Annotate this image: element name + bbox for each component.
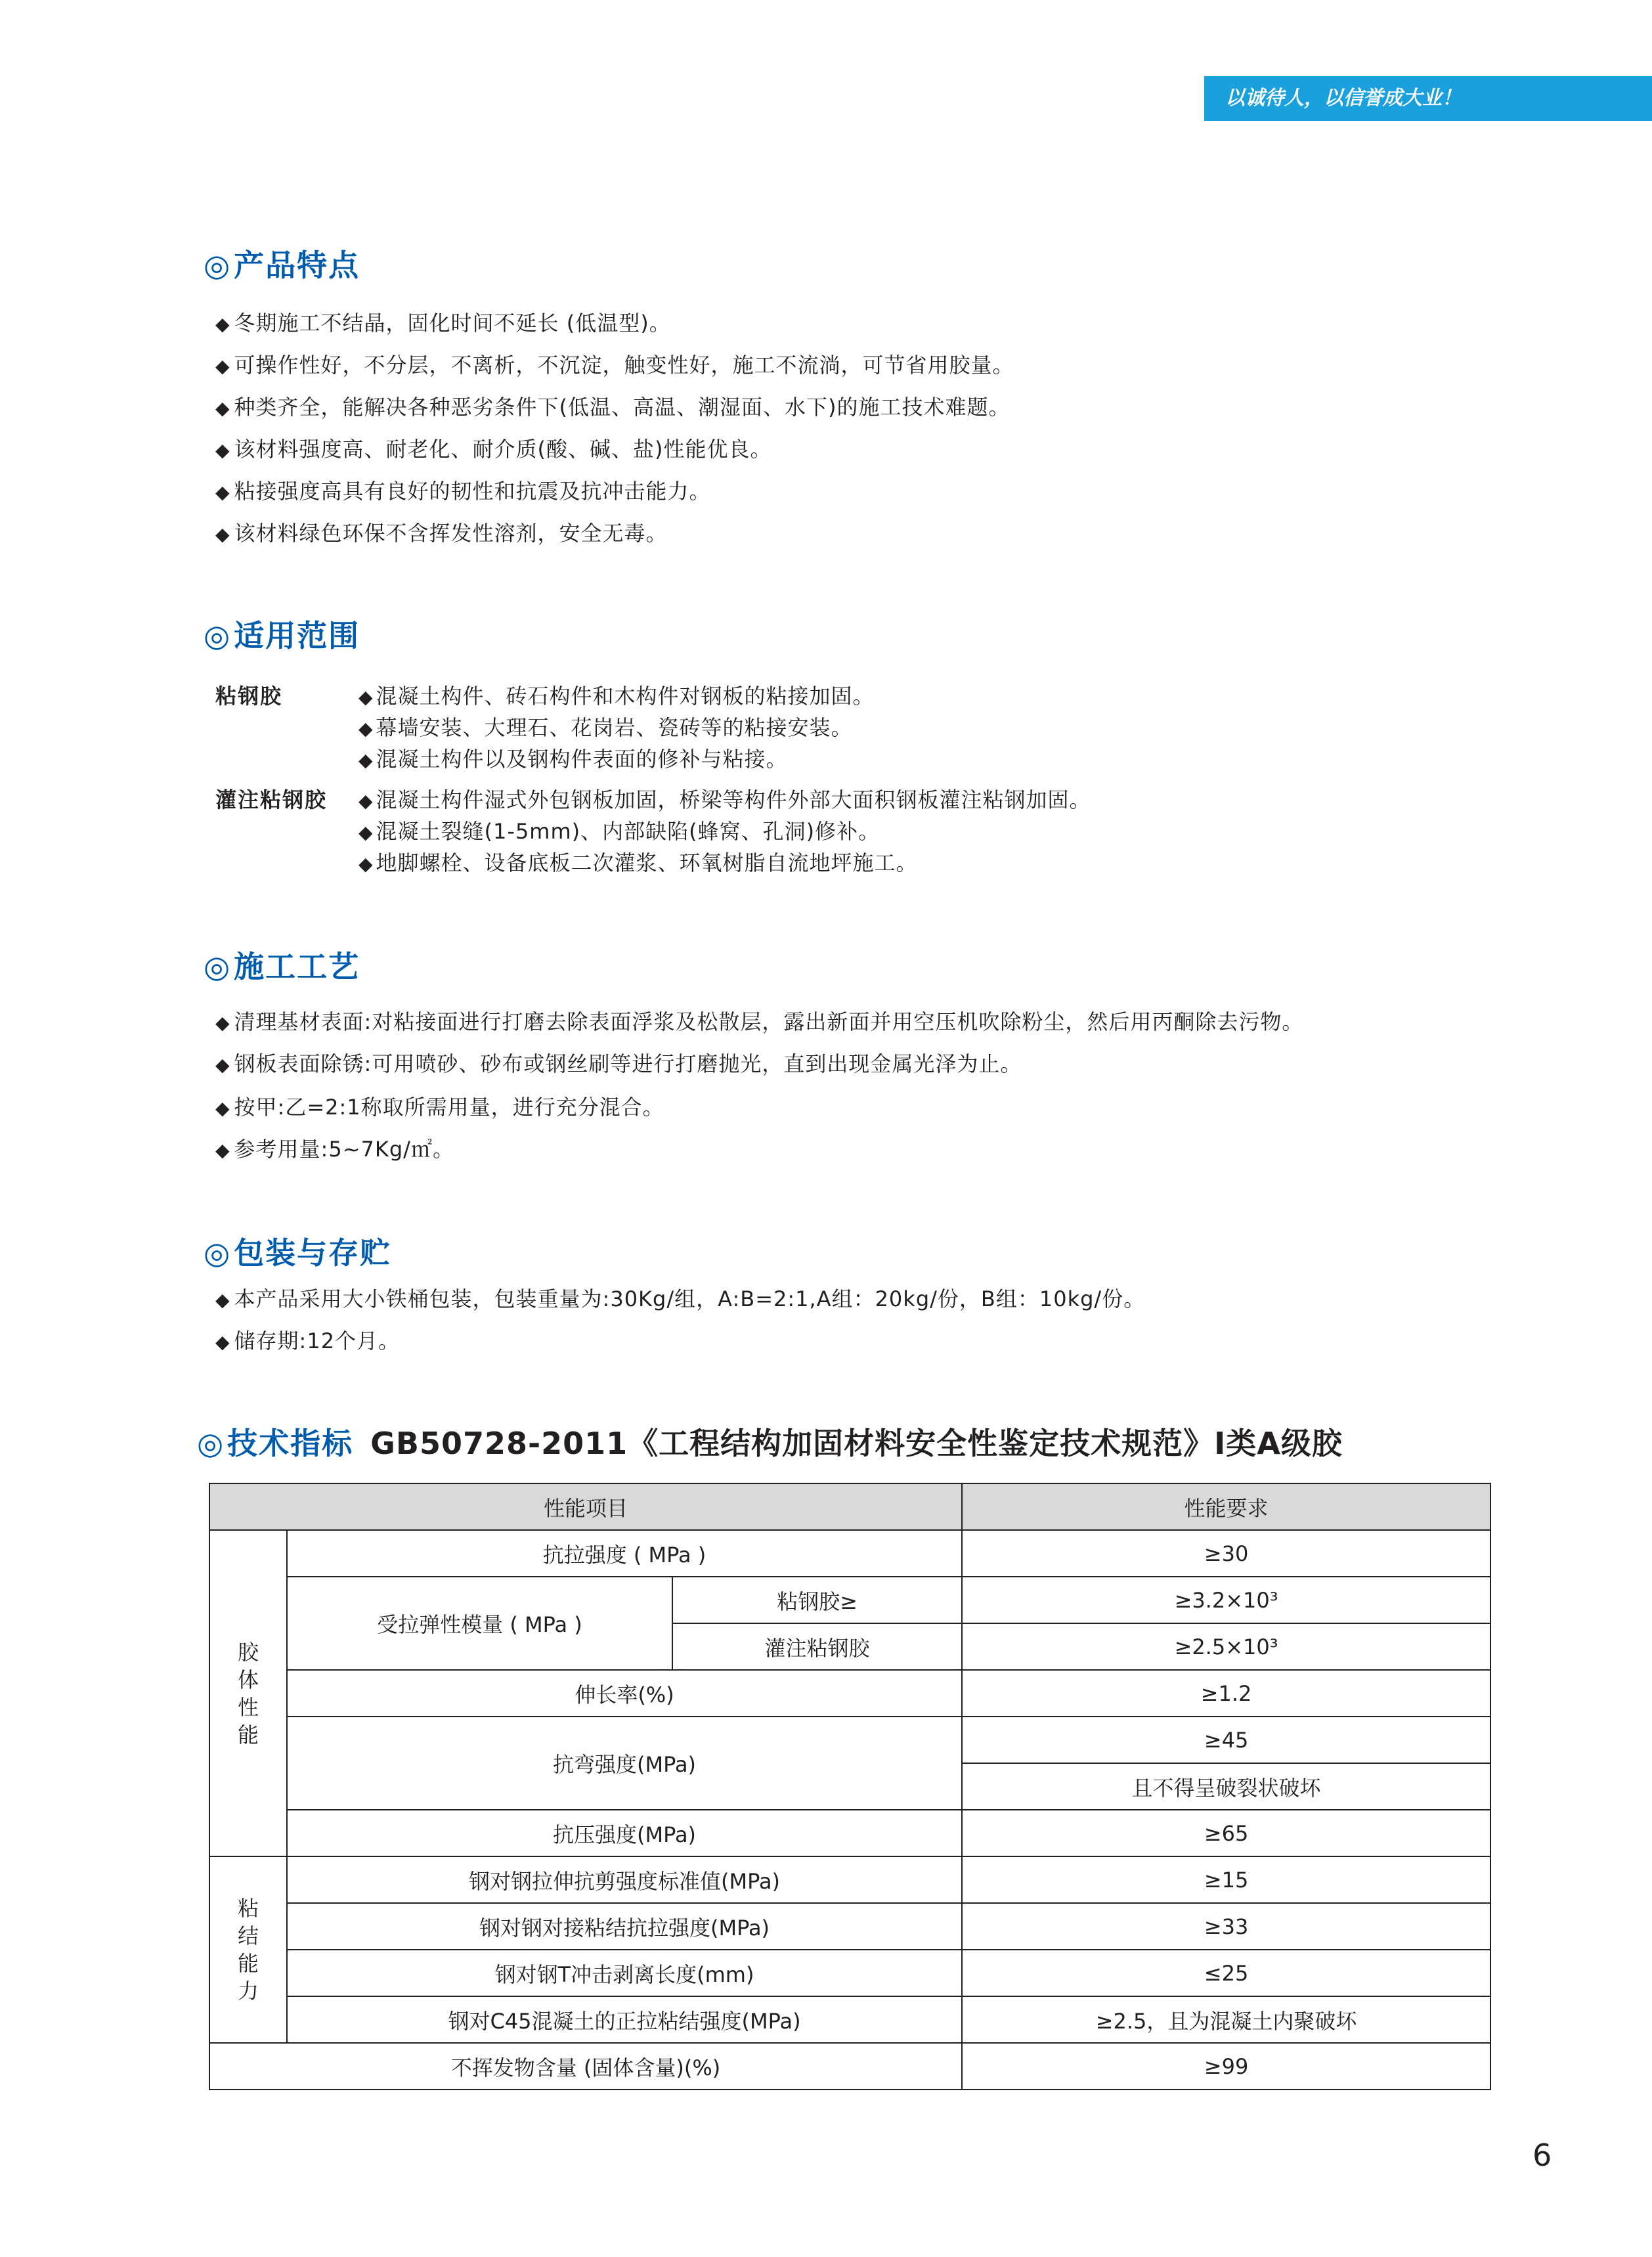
table-row xyxy=(209,1996,1490,2043)
row-value: ≥65 xyxy=(962,1810,1490,1856)
row-value: ≥45 xyxy=(962,1717,1490,1763)
packaging-title: 包装与存贮 xyxy=(234,1235,392,1271)
row-item: 钢对C45混凝土的正拉粘结强度(MPa) xyxy=(287,1996,962,2043)
table-header-row xyxy=(209,1483,1490,1530)
spec-table xyxy=(209,1483,1491,2090)
slogan-text: 以诚待人，以信誉成大业！ xyxy=(1225,87,1462,110)
group-colloid-performance xyxy=(209,1530,287,1856)
circle-mark-icon: ◎ xyxy=(204,618,232,653)
row-item: 抗弯强度(MPa) xyxy=(287,1717,962,1810)
group-label: 粘结能力 xyxy=(237,1896,259,2004)
row-value: ≥3.2×10³ xyxy=(962,1577,1490,1623)
row-item: 受拉弹性模量 ( MPa ) xyxy=(287,1577,672,1670)
table-row xyxy=(209,1810,1490,1856)
row-item: 钢对钢对接粘结抗拉强度(MPa) xyxy=(287,1903,962,1950)
row-subitem: 灌注粘钢胶 xyxy=(672,1623,962,1670)
scope-item: ◆ 幕墙安装、大理石、花岗岩、瓷砖等的粘接安装。 xyxy=(359,714,853,742)
process-title: 施工工艺 xyxy=(234,949,360,984)
section-heading-scope xyxy=(204,612,360,655)
row-value: ≥2.5×10³ xyxy=(962,1623,1490,1670)
row-value: ≥2.5，且为混凝土内聚破坏 xyxy=(962,1996,1490,2043)
row-item: 不挥发物含量 (固体含量)(%) xyxy=(209,2043,962,2090)
scope-label-grouting-glue: 灌注粘钢胶 xyxy=(215,787,328,812)
section-heading-packaging xyxy=(204,1229,391,1273)
features-item: ◆ 该材料绿色环保不含挥发性溶剂，安全无毒。 xyxy=(215,520,668,548)
process-item: ◆ 钢板表面除锈:可用喷砂、砂布或钢丝刷等进行打磨抛光，直到出现金属光泽为止。 xyxy=(215,1051,1022,1078)
row-subitem: 粘钢胶≥ xyxy=(672,1577,962,1623)
process-item: ◆ 清理基材表面:对粘接面进行打磨去除表面浮浆及松散层，露出新面并用空压机吹除粉尘，然后用丙酮除去污物。 xyxy=(215,1009,1303,1036)
spec-title: 技术指标 xyxy=(227,1426,354,1461)
table-row xyxy=(209,2043,1490,2090)
features-item: ◆ 冬期施工不结晶，固化时间不延长 (低温型)。 xyxy=(215,310,671,338)
table-row xyxy=(209,1717,1490,1763)
row-value: ≥30 xyxy=(962,1530,1490,1577)
scope-item: ◆ 混凝土构件、砖石构件和木构件对钢板的粘接加固。 xyxy=(359,683,875,711)
circle-mark-icon: ◎ xyxy=(204,248,232,283)
process-item: ◆ 按甲:乙=2:1称取所需用量，进行充分混合。 xyxy=(215,1094,664,1122)
circle-mark-icon: ◎ xyxy=(197,1426,225,1461)
packaging-item: ◆ 本产品采用大小铁桶包装，包装重量为:30Kg/组，A:B=2:1,A组：20kg/份，B组：10kg/份。 xyxy=(215,1286,1145,1313)
header-item: 性能项目 xyxy=(209,1483,962,1530)
row-value: ≥1.2 xyxy=(962,1670,1490,1717)
row-item: 抗压强度(MPa) xyxy=(287,1810,962,1856)
circle-mark-icon: ◎ xyxy=(204,949,232,984)
scope-title: 适用范围 xyxy=(234,618,360,653)
features-item: ◆ 可操作性好，不分层，不离析，不沉淀，触变性好，施工不流淌，可节省用胶量。 xyxy=(215,352,1014,380)
scope-item: ◆ 地脚螺栓、设备底板二次灌浆、环氧树脂自流地坪施工。 xyxy=(359,850,918,877)
scope-item: ◆ 混凝土构件以及钢构件表面的修补与粘接。 xyxy=(359,746,788,774)
section-heading-spec xyxy=(197,1420,1343,1463)
features-title: 产品特点 xyxy=(234,248,360,283)
features-item: ◆ 该材料强度高、耐老化、耐介质(酸、碱、盐)性能优良。 xyxy=(215,436,772,464)
features-item: ◆ 种类齐全，能解决各种恶劣条件下(低温、高温、潮湿面、水下)的施工技术难题。 xyxy=(215,394,1011,422)
row-value: ≤25 xyxy=(962,1950,1490,1996)
process-item: ◆ 参考用量:5~7Kg/㎡。 xyxy=(215,1136,454,1164)
page-number: 6 xyxy=(1532,2137,1552,2173)
table-row xyxy=(209,1950,1490,1996)
slogan-banner xyxy=(1204,76,1652,121)
section-heading-process xyxy=(204,943,360,986)
circle-mark-icon: ◎ xyxy=(204,1235,232,1271)
table-row xyxy=(209,1530,1490,1577)
table-row xyxy=(209,1670,1490,1717)
section-heading-features xyxy=(204,242,360,285)
row-item: 伸长率(%) xyxy=(287,1670,962,1717)
header-requirement: 性能要求 xyxy=(962,1483,1490,1530)
row-value: ≥33 xyxy=(962,1903,1490,1950)
table-row xyxy=(209,1856,1490,1903)
spec-standard: GB50728-2011《工程结构加固材料安全性鉴定技术规范》I类A级胶 xyxy=(370,1426,1343,1461)
row-value: ≥99 xyxy=(962,2043,1490,2090)
packaging-item: ◆ 储存期:12个月。 xyxy=(215,1328,400,1355)
table-row xyxy=(209,1903,1490,1950)
scope-item: ◆ 混凝土裂缝(1-5mm)、内部缺陷(蜂窝、孔洞)修补。 xyxy=(359,818,880,846)
row-value: 且不得呈破裂状破坏 xyxy=(962,1763,1490,1810)
group-bonding-ability xyxy=(209,1856,287,2043)
scope-item: ◆ 混凝土构件湿式外包钢板加固，桥梁等构件外部大面积钢板灌注粘钢加固。 xyxy=(359,787,1091,814)
row-item: 钢对钢拉伸抗剪强度标准值(MPa) xyxy=(287,1856,962,1903)
scope-label-steel-glue: 粘钢胶 xyxy=(215,684,283,709)
row-item: 钢对钢T冲击剥离长度(mm) xyxy=(287,1950,962,1996)
row-value: ≥15 xyxy=(962,1856,1490,1903)
group-label: 胶体性能 xyxy=(237,1639,259,1747)
table-row xyxy=(209,1577,1490,1623)
row-item: 抗拉强度 ( MPa ) xyxy=(287,1530,962,1577)
features-item: ◆ 粘接强度高具有良好的韧性和抗震及抗冲击能力。 xyxy=(215,478,711,506)
